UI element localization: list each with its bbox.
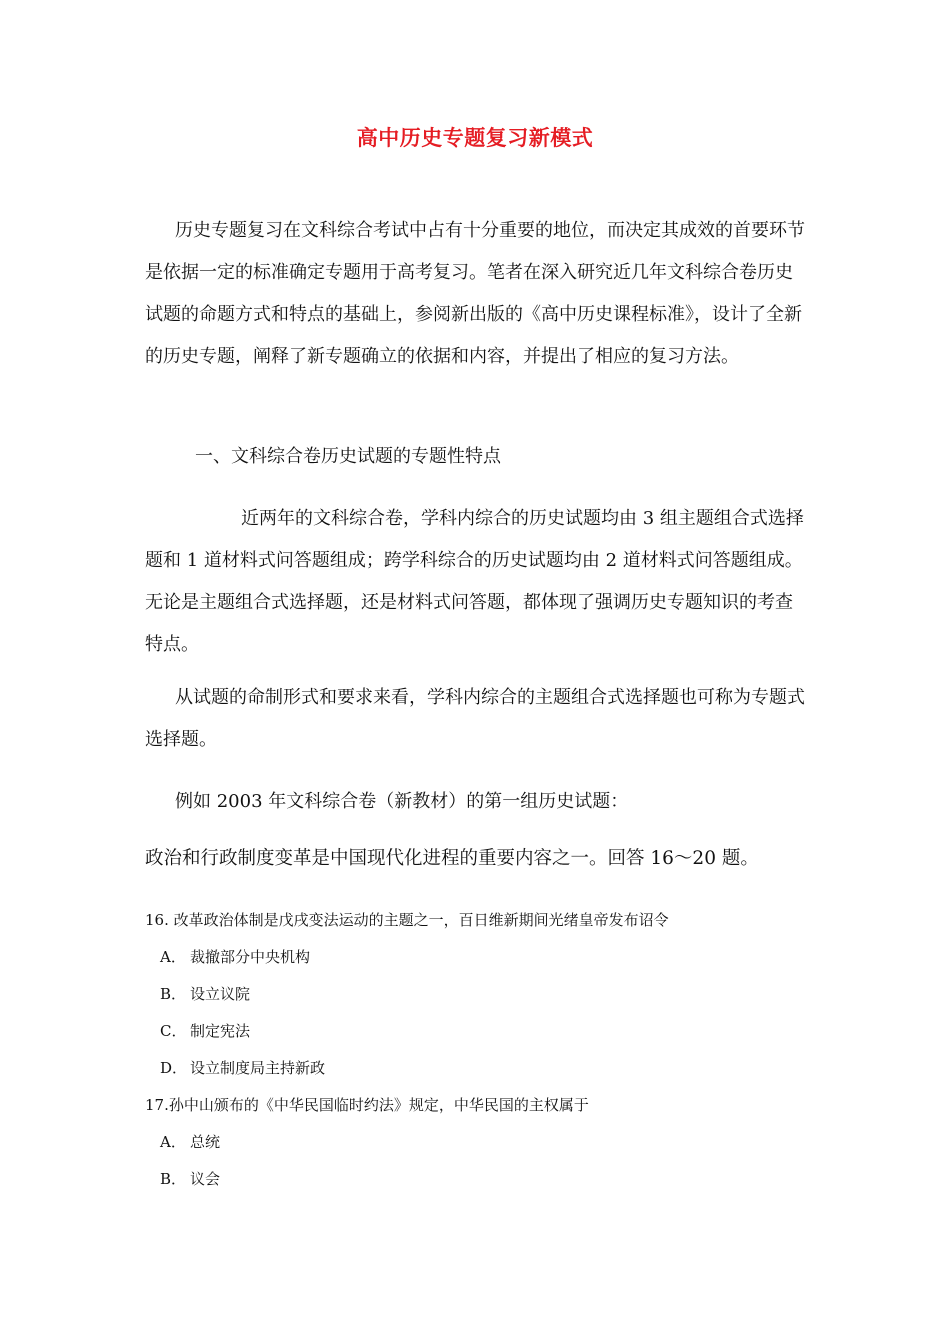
option-letter: B．: [160, 1170, 187, 1188]
section-paragraph-3: 例如 2003 年文科综合卷（新教材）的第一组历史试题：: [175, 791, 629, 812]
option-letter: B．: [160, 985, 187, 1003]
question-16-option-a: [160, 946, 310, 968]
section-paragraph-1-text: 近两年的文科综合卷，学科内综合的历史试题均由 3 组主题组合式选择题和 1 道材料式问答题组成；跨学科综合的历史试题均由 2 道材料式问答题组成。无论是主题组合式选择题，还是材料式问答题，都体现了强调历史专题知识的考查特点。: [145, 508, 804, 655]
option-letter: A．: [160, 948, 186, 966]
option-text: 裁撤部分中央机构: [190, 948, 311, 966]
option-letter: A．: [160, 1133, 186, 1151]
option-text: 设立议院: [190, 985, 251, 1003]
question-17-option-a: [160, 1131, 220, 1153]
option-text: 设立制度局主持新政: [190, 1059, 326, 1077]
option-text: 议会: [190, 1170, 221, 1188]
question-16-option-c: [160, 1020, 250, 1042]
question-17-option-b: [160, 1168, 220, 1190]
section-paragraph-1: [145, 498, 805, 666]
option-text: 制定宪法: [190, 1022, 251, 1040]
question-16-stem: 16. 改革政治体制是戊戌变法运动的主题之一，百日维新期间光绪皇帝发布诏令: [145, 911, 669, 929]
option-letter: C．: [160, 1022, 187, 1040]
question-17-stem: 17.孙中山颁布的《中华民国临时约法》规定，中华民国的主权属于: [145, 1096, 589, 1114]
option-letter: D．: [160, 1059, 188, 1077]
section-paragraph-2: 从试题的命制形式和要求来看，学科内综合的主题组合式选择题也可称为专题式选择题。: [145, 687, 805, 750]
section-heading: 一、文科综合卷历史试题的专题性特点: [195, 446, 501, 467]
question-group-intro: 政治和行政制度变革是中国现代化进程的重要内容之一。回答 16～20 题。: [145, 848, 759, 869]
question-16-option-b: [160, 983, 250, 1005]
intro-paragraph: 历史专题复习在文科综合考试中占有十分重要的地位，而决定其成效的首要环节是依据一定的标准确定专题用于高考复习。笔者在深入研究近几年文科综合卷历史试题的命题方式和特点的基础上，参阅新出版的《高中历史课程标准》，设计了全新的历史专题，阐释了新专题确立的依据和内容，并提出了相应的复习方法。: [145, 220, 805, 367]
question-16-option-d: [160, 1057, 325, 1079]
option-text: 总统: [190, 1133, 221, 1151]
document-title: 高中历史专题复习新模式: [356, 125, 594, 150]
